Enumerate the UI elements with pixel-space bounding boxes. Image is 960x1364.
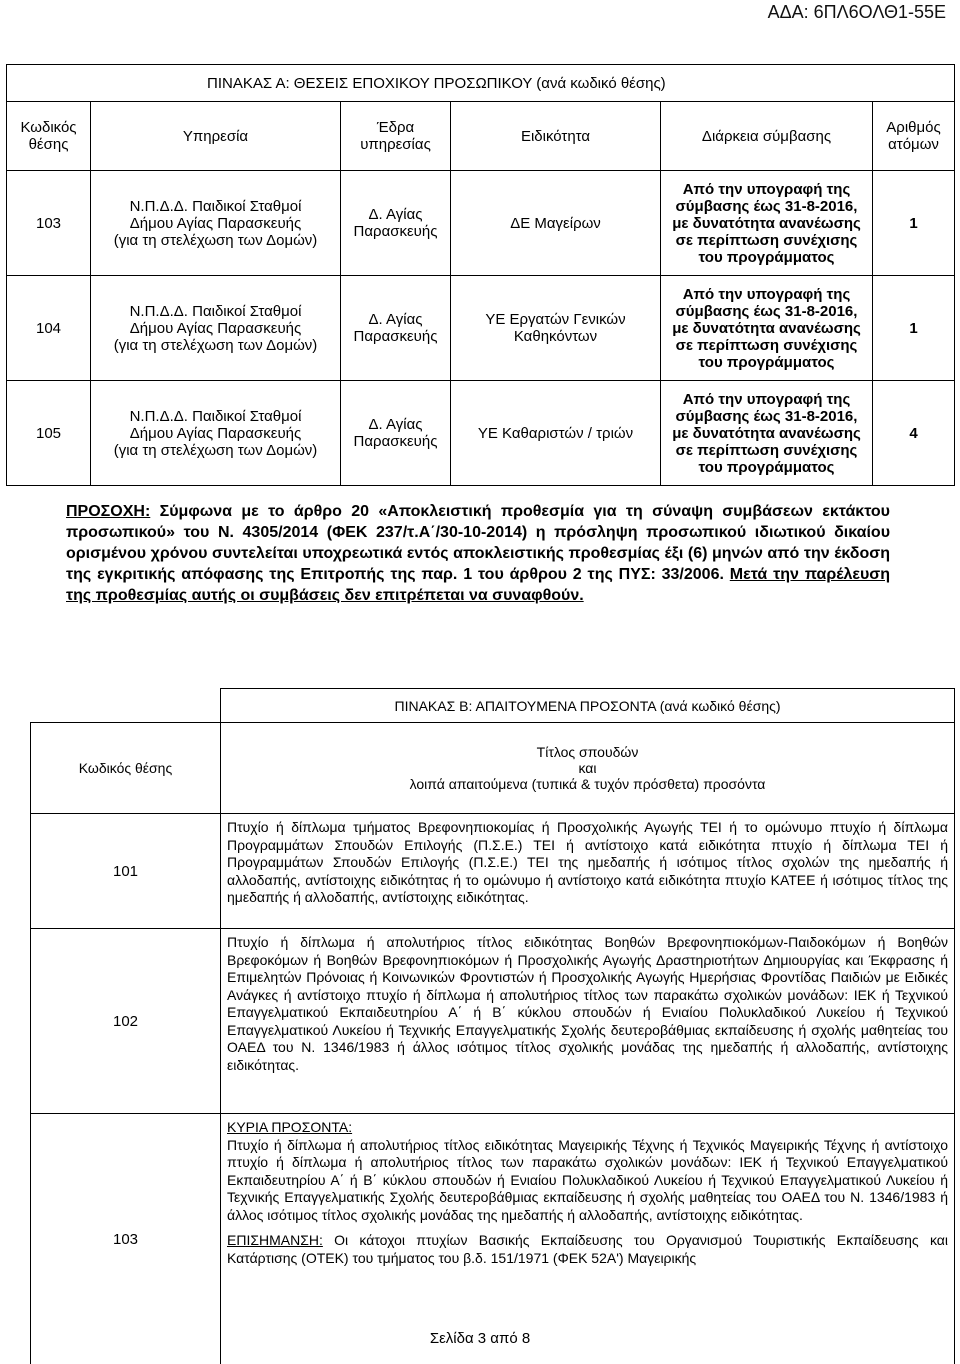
main-qualifications-label: ΚΥΡΙΑ ΠΡΟΣΟΝΤΑ:	[227, 1119, 948, 1137]
row-code: 101	[31, 814, 221, 929]
row-code: 103	[31, 1114, 221, 1364]
header-seat: Έδρα υπηρεσίας	[341, 102, 451, 171]
row-duration: Από την υπογραφή της σύμβασης έως 31-8-2016, με δυνατότητα ανανέωσης σε περίπτωση συνέχισης του προγράμματος	[661, 381, 873, 486]
row-code: 102	[31, 929, 221, 1114]
row-specialty: ΥΕ Εργατών Γενικών Καθηκόντων	[451, 276, 661, 381]
row-duration: Από την υπογραφή της σύμβασης έως 31-8-2016, με δυνατότητα ανανέωσης σε περίπτωση συνέχισης του προγράμματος	[661, 171, 873, 276]
row-text: Πτυχίο ή δίπλωμα ή απολυτήριος τίτλος ειδικότητας Βοηθών Βρεφονηπιοκόμων-Παιδοκόμων ή Βοηθών Βρεφοκόμων ή Βοηθών Βρεφονηπιοκόμων ή Προσχολικής Αγωγής Δραστηριοτήτων Δημιουργίας και Έκφρασης ή Επιμελητών Πρόνοιας ή Κοινωνικών Φροντιστών ή Προσχολικής Αγωγής Ημερήσιας Φροντίδας Παιδιών με Ειδικές Ανάγκες ή αντίστοιχο πτυχίο ή δίπλωμα ή απολυτήριος τίτλος των παρακάτω σχολικών μονάδων: ΙΕΚ ή Τεχνικού Επαγγελματικού Εκπαιδευτηρίου Α΄ ή Β΄ κύκλου σπουδών ή Ενιαίου Πολυκλαδικού Λυκείου ή Τεχνικού Επαγγελματικού Λυκείου ή Τεχνικής Επαγγελματικής Σχολής δευτεροβάθμιας εκπαίδευσης ή σχολής μαθητείας του ΟΑΕΔ του Ν. 1346/1983 ή άλλος ισότιμος τίτλος σχολικής μονάδας της ημεδαπής ή αλλοδαπής, αντίστοιχης ειδικότητας.	[221, 929, 955, 1114]
header-code: Κωδικός θέσης	[31, 723, 221, 814]
header-service: Υπηρεσία	[91, 102, 341, 171]
row-duration: Από την υπογραφή της σύμβασης έως 31-8-2016, με δυνατότητα ανανέωσης σε περίπτωση συνέχισης του προγράμματος	[661, 276, 873, 381]
row-text	[221, 1114, 955, 1364]
notice-underlined: Μετά την παρέλευση της προθεσμίας αυτής οι συμβάσεις δεν επιτρέπεται να συναφθούν.	[66, 566, 890, 604]
notice-label: ΠΡΟΣΟΧΗ:	[66, 503, 150, 520]
main-qualifications-text: Πτυχίο ή δίπλωμα ή απολυτήριος τίτλος ειδικότητας Μαγειρικής Τέχνης ή Τεχνικός Μαγειρικής Τέχνης ή αντίστοιχο πτυχίο ή δίπλωμα ή απολυτήριος τίτλος των παρακάτω σχολικών μονάδων: ΙΕΚ ή Τεχνικού Επαγγελματικού Εκπαιδευτηρίου Α΄ ή Β΄ κύκλου σπουδών ή Ενιαίου Πολυκλαδικού Λυκείου ή Τεχνικού Επαγγελματικού Λυκείου ή Τεχνικής Επαγγελματικής Σχολής δευτεροβάθμιας εκπαίδευσης ή σχολής μαθητείας του ΟΑΕΔ του Ν. 1346/1983 ή άλλος ισότιμος τίτλος σχολικής μονάδας της ημεδαπής ή αλλοδαπής, αντίστοιχης ειδικότητας.	[227, 1137, 948, 1225]
header-specialty: Ειδικότητα	[451, 102, 661, 171]
row-service: Ν.Π.Δ.Δ. Παιδικοί Σταθμοί Δήμου Αγίας Παρασκευής (για τη στελέχωση των Δομών)	[91, 276, 341, 381]
row-specialty: ΔΕ Μαγείρων	[451, 171, 661, 276]
header-code: Κωδικός θέσης	[7, 102, 91, 171]
note-text: Οι κάτοχοι πτυχίων Βασικής Εκπαίδευσης του Οργανισμού Τουριστικής Εκπαίδευσης και Κατάρτισης (ΟΤΕΚ) του τμήματος του β.δ. 151/1971 (ΦΕΚ 52Α') Μαγειρικής	[227, 1232, 948, 1266]
row-count: 1	[873, 276, 955, 381]
row-text: Πτυχίο ή δίπλωμα τμήματος Βρεφονηπιοκομίας ή Προσχολικής Αγωγής ΤΕΙ ή το ομώνυμο πτυχίο ή δίπλωμα Προγραμμάτων Σπουδών Επιλογής (Π.Σ.Ε.) ΤΕΙ ή αντίστοιχο κατά ειδικότητα πτυχίο ή δίπλωμα ΤΕΙ ή Προγραμμάτων Σπουδών Επιλογής (Π.Σ.Ε.) ΤΕΙ της ημεδαπής ή ισότιμος τίτλος σχολών της ημεδαπής ή αλλοδαπής, αντίστοιχης ειδικότητας ή το ομώνυμο ή αντίστοιχο κατά ειδικότητα πτυχίο ΚΑΤΕΕ ή ισότιμος τίτλος της ημεδαπής ή αλλοδαπής, αντίστοιχης ειδικότητας.	[221, 814, 955, 929]
row-service: Ν.Π.Δ.Δ. Παιδικοί Σταθμοί Δήμου Αγίας Παρασκευής (για τη στελέχωση των Δομών)	[91, 171, 341, 276]
row-code: 103	[7, 171, 91, 276]
header-duration: Διάρκεια σύμβασης	[661, 102, 873, 171]
table-row	[7, 381, 955, 486]
table-row	[31, 814, 955, 929]
notice-text: Σύμφωνα με το άρθρο 20 «Αποκλειστική προθεσμία για τη σύναψη συμβάσεων εκτάκτου προσωπικού» του Ν. 4305/2014 (ΦΕΚ 237/τ.Α΄/30-10-2014) η πρόσληψη προσωπικού ιδιωτικού δικαίου ορισμένου χρόνου συντελείται υποχρεωτικά εντός αποκλειστικής προθεσμίας έξι (6) μηνών από την έκδοση της εγκριτικής απόφασης της Επιτροπής της παρ. 1 του άρθρου 2 της ΠΥΣ: 33/2006.	[66, 503, 890, 583]
row-count: 4	[873, 381, 955, 486]
page-number: Σελίδα 3 από 8	[0, 1330, 960, 1347]
row-count: 1	[873, 171, 955, 276]
row-service: Ν.Π.Δ.Δ. Παιδικοί Σταθμοί Δήμου Αγίας Παρασκευής (για τη στελέχωση των Δομών)	[91, 381, 341, 486]
table-row	[7, 276, 955, 381]
row-seat: Δ. Αγίας Παρασκευής	[341, 171, 451, 276]
note	[227, 1232, 948, 1267]
table-a-title: ΠΙΝΑΚΑΣ Α: ΘΕΣΕΙΣ ΕΠΟΧΙΚΟΥ ΠΡΟΣΩΠΙΚΟΥ (ανά κωδικό θέσης)	[7, 65, 955, 102]
notice-paragraph	[66, 501, 890, 606]
row-code: 105	[7, 381, 91, 486]
row-seat: Δ. Αγίας Παρασκευής	[341, 276, 451, 381]
header-qualifications: Τίτλος σπουδών και λοιπά απαιτούμενα (τυπικά & τυχόν πρόσθετα) προσόντα	[221, 723, 955, 814]
table-a	[6, 64, 955, 486]
row-code: 104	[7, 276, 91, 381]
header-count: Αριθμός ατόμων	[873, 102, 955, 171]
table-b	[30, 688, 955, 1364]
table-row	[31, 929, 955, 1114]
row-specialty: ΥΕ Καθαριστών / τριών	[451, 381, 661, 486]
table-row	[31, 1114, 955, 1364]
table-row	[7, 171, 955, 276]
note-label: ΕΠΙΣΗΜΑΝΣΗ:	[227, 1232, 323, 1248]
row-seat: Δ. Αγίας Παρασκευής	[341, 381, 451, 486]
ada-code: ΑΔΑ: 6ΠΛ6ΟΛΘ1-55Ε	[768, 2, 946, 23]
table-b-title: ΠΙΝΑΚΑΣ Β: ΑΠΑΙΤΟΥΜΕΝΑ ΠΡΟΣΟΝΤΑ (ανά κωδικό θέσης)	[221, 689, 955, 723]
